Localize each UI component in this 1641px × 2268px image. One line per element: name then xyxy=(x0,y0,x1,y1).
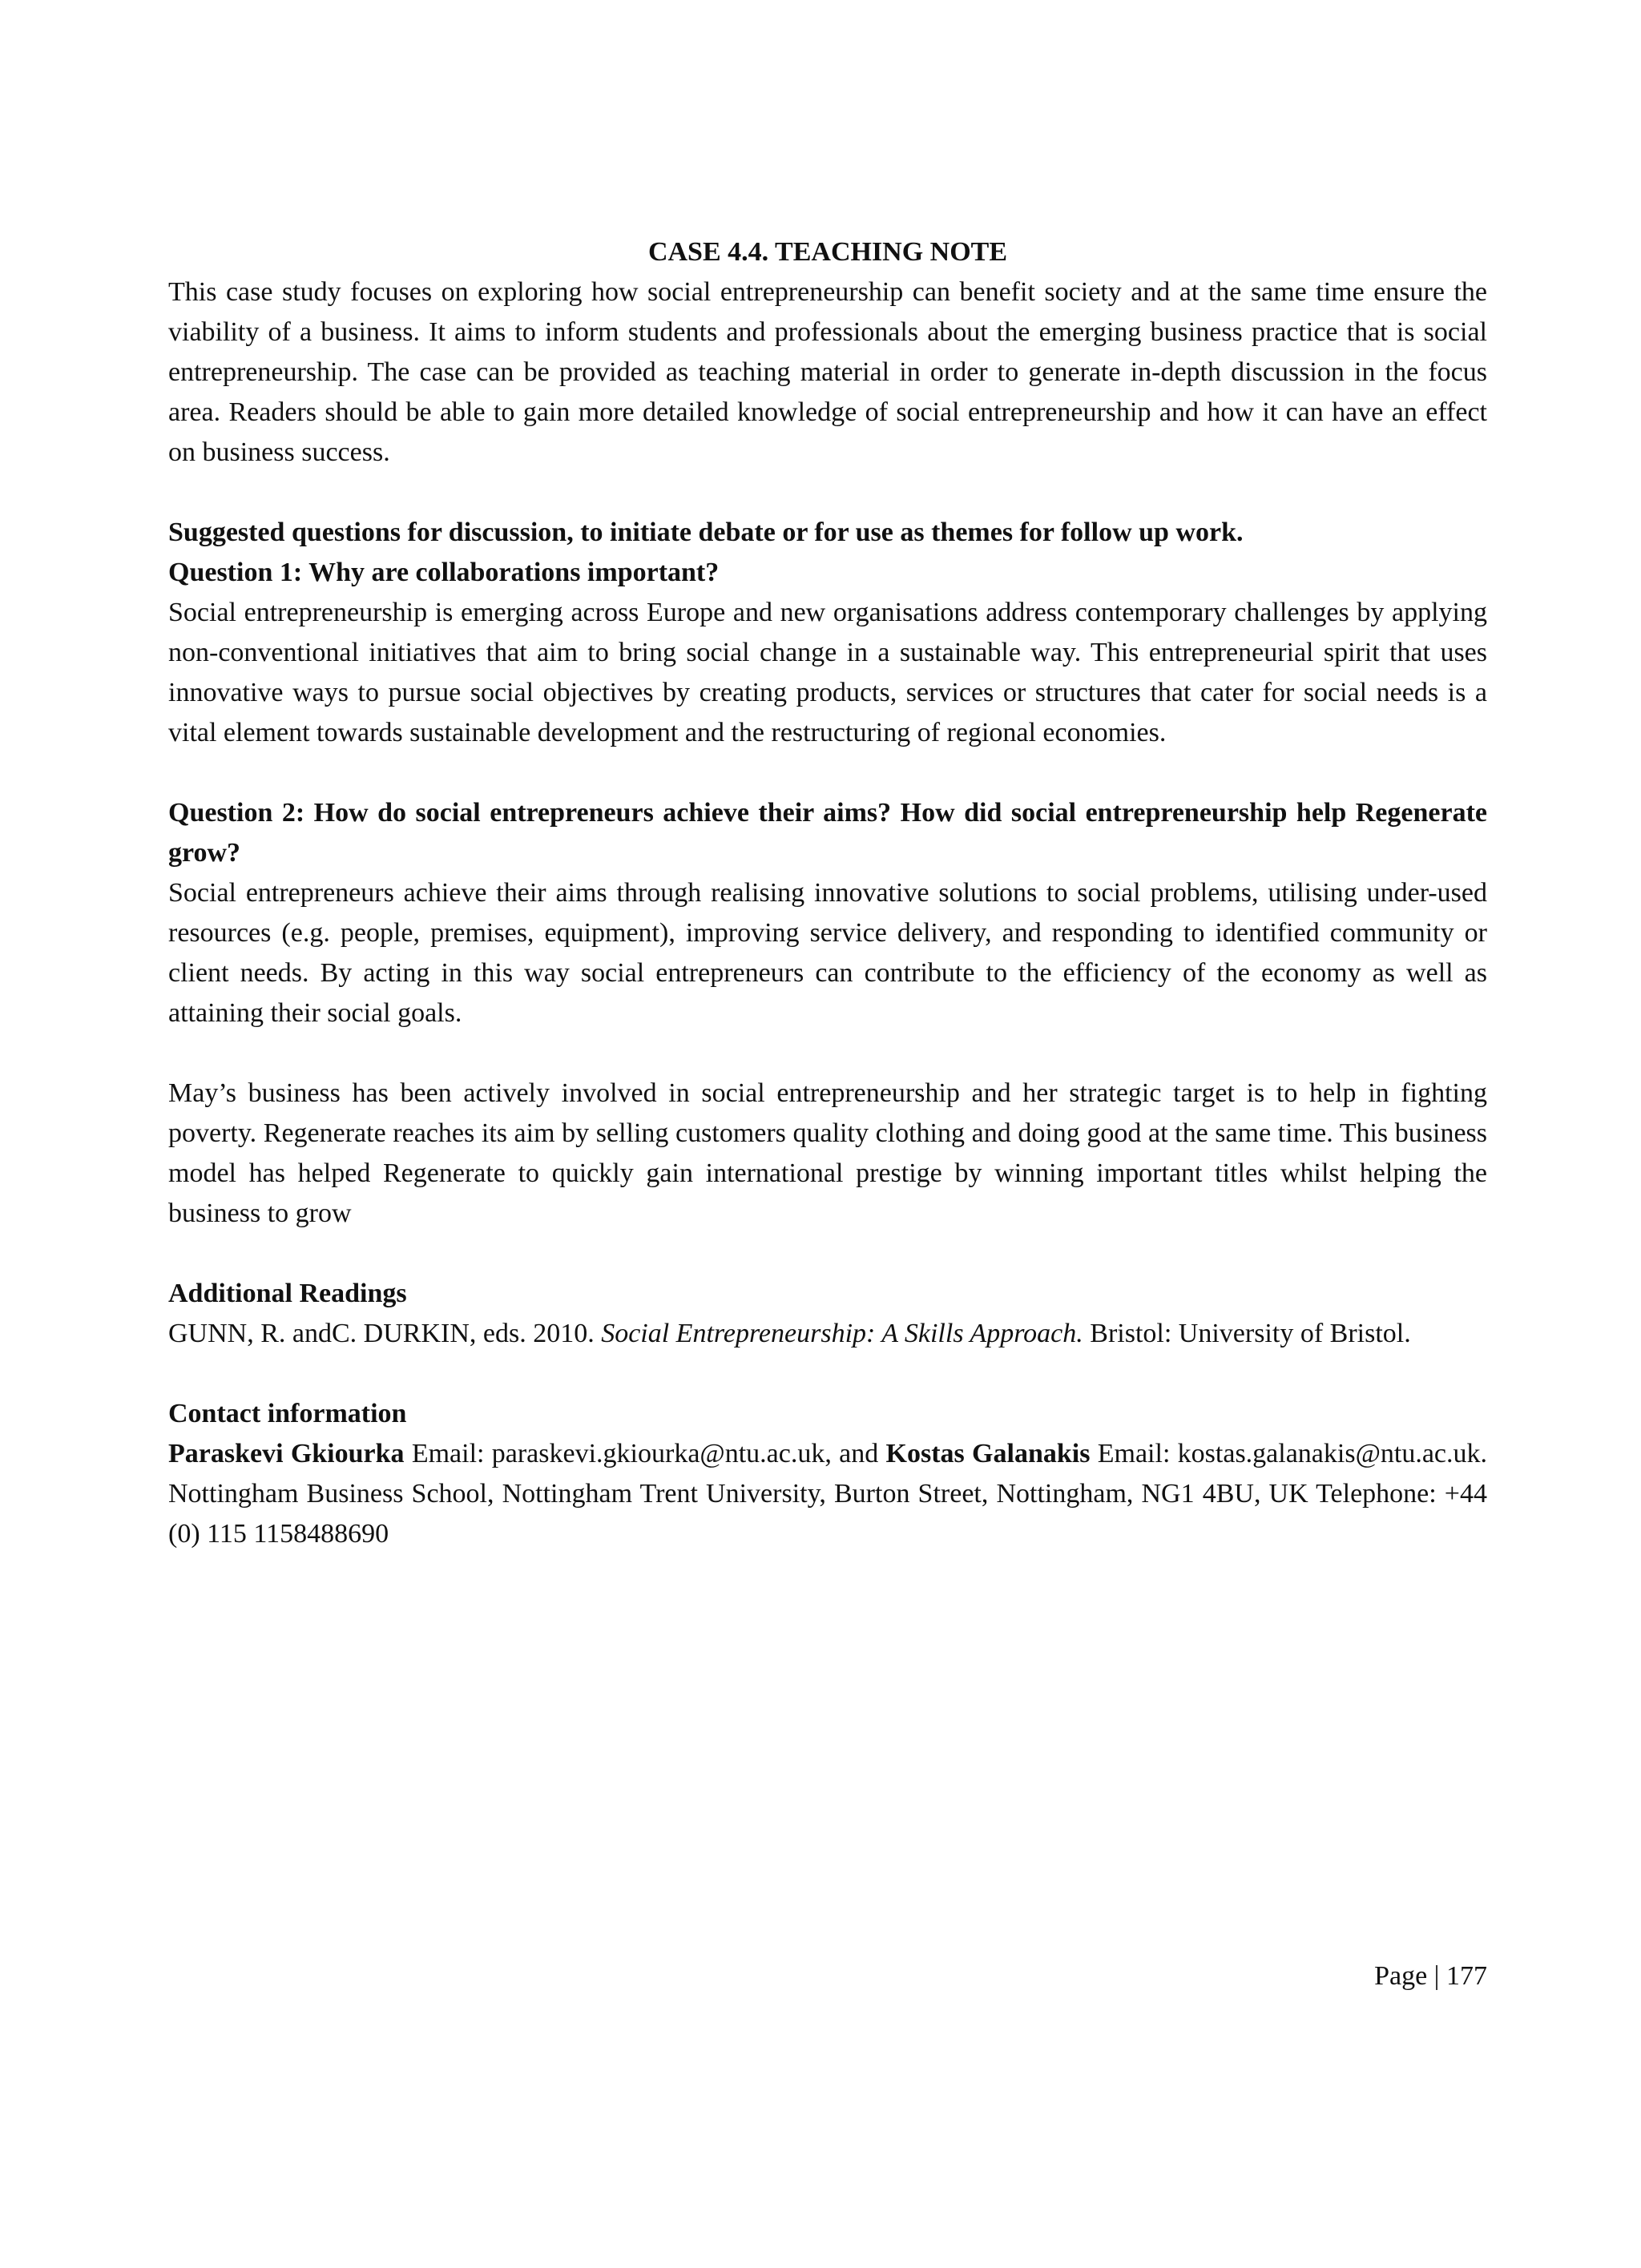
spacer xyxy=(168,1033,1487,1074)
spacer xyxy=(168,473,1487,513)
contact-heading: Contact information xyxy=(168,1399,407,1428)
question-1-heading: Question 1: Why are collaborations important? xyxy=(168,558,720,587)
contact-rest: Email: kostas.galanakis@ntu.ac.uk. Nottingham Business School, Nottingham Trent University, Burton Street, Nottingham, NG1 4BU, UK Telephone: +44 (0) 115 1158488690 xyxy=(168,1439,1488,1549)
reading-publisher: Bristol: University of Bristol. xyxy=(1083,1319,1411,1348)
contact-name-1: Paraskevi Gkiourka xyxy=(168,1439,405,1468)
spacer xyxy=(168,1354,1487,1394)
contact-email-1: Email: paraskevi.gkiourka@ntu.ac.uk, and xyxy=(404,1439,886,1468)
page-number: Page | 177 xyxy=(1374,1961,1487,1991)
questions-heading: Suggested questions for discussion, to initiate debate or for use as themes for follow up work. xyxy=(168,518,1244,547)
contact-details xyxy=(168,1434,1487,1554)
spacer xyxy=(168,753,1487,793)
reading-authors: GUNN, R. andC. DURKIN, eds. 2010. xyxy=(168,1319,602,1348)
reading-book-title: Social Entrepreneurship: A Skills Approach. xyxy=(601,1319,1083,1348)
contact-name-2: Kostas Galanakis xyxy=(885,1439,1091,1468)
spacer xyxy=(168,1234,1487,1274)
page-title: CASE 4.4. TEACHING NOTE xyxy=(647,237,1008,267)
question-1-body: Social entrepreneurship is emerging across Europe and new organisations address contemporary challenges by applying non-conventional initiatives that aim to bring social change in a sustainable way. This entrepreneurial spirit that uses innovative ways to pursue social objectives by creating products, services or structures that cater for social needs is a vital element towards sustainable development and the restructuring of regional economies. xyxy=(168,598,1487,747)
reading-reference xyxy=(168,1314,1487,1354)
document-page xyxy=(168,232,1487,1554)
question-2-heading: Question 2: How do social entrepreneurs achieve their aims? How did social entrepreneurship help Regenerate grow? xyxy=(168,798,1487,868)
question-2-body-continued: May’s business has been actively involved in social entrepreneurship and her strategic target is to help in fighting poverty. Regenerate reaches its aim by selling customers quality clothing and doing good at the same time. This business model has helped Regenerate to quickly gain international prestige by winning important titles whilst helping the business to grow xyxy=(168,1078,1487,1228)
readings-heading: Additional Readings xyxy=(168,1279,407,1308)
intro-paragraph: This case study focuses on exploring how social entrepreneurship can benefit society and at the same time ensure the viability of a business. It aims to inform students and professionals about the emerging business practice that is social entrepreneurship. The case can be provided as teaching material in order to generate in-depth discussion in the focus area. Readers should be able to gain more detailed knowledge of social entrepreneurship and how it can have an effect on business success. xyxy=(168,277,1487,467)
question-2-body: Social entrepreneurs achieve their aims through realising innovative solutions to social problems, utilising under-used resources (e.g. people, premises, equipment), improving service delivery, and responding to identified community or client needs. By acting in this way social entrepreneurs can contribute to the efficiency of the economy as well as attaining their social goals. xyxy=(168,878,1487,1028)
